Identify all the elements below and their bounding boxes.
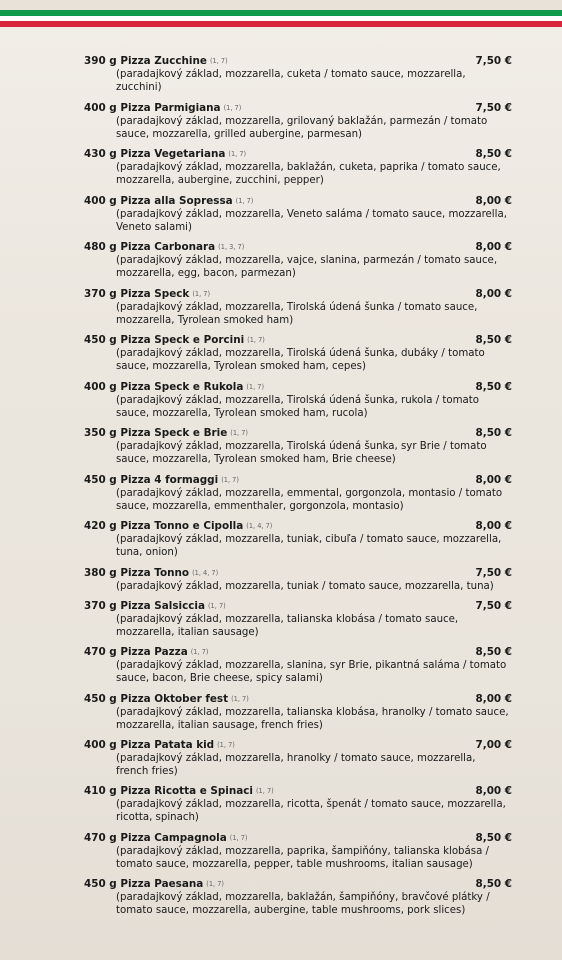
item-price: 7,50 € xyxy=(475,600,512,612)
item-name: Pizza Speck e Porcini xyxy=(120,334,245,346)
menu-item-header xyxy=(84,101,512,115)
description-line: sauce, bacon, Brie cheese, spicy salami) xyxy=(116,673,323,685)
item-allergens: (1, 7) xyxy=(223,104,242,112)
description-line: sauce, mozzarella, emmenthaler, gorgonzola, montasio) xyxy=(116,501,404,513)
description-line: tuna, onion) xyxy=(116,547,178,559)
menu-item xyxy=(84,101,512,141)
menu-item xyxy=(84,287,512,327)
item-allergens: (1, 7) xyxy=(207,602,226,610)
item-description xyxy=(116,533,512,559)
item-weight: 390 g xyxy=(84,55,117,67)
item-description xyxy=(116,891,512,917)
description-line: (paradajkový základ, mozzarella, paprika, šampiňóny, talianska klobása / xyxy=(116,846,489,857)
item-allergens: (1, 7) xyxy=(246,383,265,391)
description-line: tomato sauce, mozzarella, pepper, table mushrooms, italian sausage) xyxy=(116,859,473,871)
description-line: (paradajkový základ, mozzarella, hranolky / tomato sauce, mozzarella, xyxy=(116,753,476,764)
item-description xyxy=(116,752,512,778)
item-allergens: (1, 7) xyxy=(209,57,228,65)
item-price: 8,50 € xyxy=(475,646,512,658)
description-line: mozzarella, italian sausage, french fries) xyxy=(116,720,323,732)
menu-item-header xyxy=(84,147,512,161)
item-name: Pizza Zucchine xyxy=(120,55,207,67)
item-name: Pizza Tonno xyxy=(120,567,190,579)
item-price: 8,50 € xyxy=(475,334,512,346)
item-price: 8,50 € xyxy=(475,381,512,393)
description-line: (paradajkový základ, mozzarella, emmental, gorgonzola, montasio / tomato xyxy=(116,488,503,499)
item-weight: 450 g xyxy=(84,474,117,486)
item-name: Pizza Carbonara xyxy=(120,241,216,253)
item-name: Pizza Salsiccia xyxy=(120,600,205,612)
item-allergens: (1, 7) xyxy=(229,834,248,842)
item-weight: 350 g xyxy=(84,427,117,439)
item-price: 8,50 € xyxy=(475,832,512,844)
menu-item-header xyxy=(84,473,512,487)
item-weight: 470 g xyxy=(84,646,117,658)
description-line: (paradajkový základ, mozzarella, Tirolská údená šunka, rukola / tomato xyxy=(116,395,480,406)
item-weight: 400 g xyxy=(84,195,117,207)
item-description xyxy=(116,161,512,187)
description-line: (paradajkový základ, mozzarella, tuniak / tomato sauce, mozzarella, tuna) xyxy=(116,581,494,592)
description-line: (paradajkový základ, mozzarella, baklažán, cuketa, paprika / tomato sauce, xyxy=(116,162,501,173)
item-weight: 370 g xyxy=(84,600,117,612)
item-description xyxy=(116,254,512,280)
item-weight: 400 g xyxy=(84,739,117,751)
item-allergens: (1, 7) xyxy=(235,197,254,205)
item-weight: 420 g xyxy=(84,520,117,532)
item-name: Pizza Speck e Rukola xyxy=(120,381,244,393)
item-description xyxy=(116,394,512,420)
item-name: Pizza 4 formaggi xyxy=(120,474,219,486)
item-name: Pizza Paesana xyxy=(120,878,204,890)
item-weight: 470 g xyxy=(84,832,117,844)
item-weight: 370 g xyxy=(84,288,117,300)
item-allergens: (1, 7) xyxy=(221,476,239,484)
item-weight: 400 g xyxy=(84,102,117,114)
item-description xyxy=(116,68,512,94)
item-name: Pizza Oktober fest xyxy=(120,693,229,705)
item-name: Pizza Pazza xyxy=(120,646,188,658)
menu-item-header xyxy=(84,54,512,68)
description-line: tomato sauce, mozzarella, aubergine, table mushrooms, pork slices) xyxy=(116,905,466,917)
item-allergens: (1, 7) xyxy=(206,880,225,888)
menu-item-header xyxy=(84,426,512,440)
description-line: french fries) xyxy=(116,766,178,778)
menu-item-header xyxy=(84,831,512,845)
item-name: Pizza Patata kid xyxy=(120,739,215,751)
description-line: zucchini) xyxy=(116,82,162,94)
item-name: Pizza Ricotta e Spinaci xyxy=(120,785,253,797)
description-line: (paradajkový základ, mozzarella, grilovaný baklažán, parmezán / tomato xyxy=(116,116,488,127)
item-description xyxy=(116,487,512,513)
item-description xyxy=(116,798,512,824)
menu-item xyxy=(84,426,512,466)
menu-item xyxy=(84,240,512,280)
menu-item-header xyxy=(84,287,512,301)
item-description xyxy=(116,580,512,593)
description-line: (paradajkový základ, mozzarella, talianska klobása, hranolky / tomato sauce, xyxy=(116,707,509,718)
menu-item-header xyxy=(84,566,512,580)
description-line: (paradajkový základ, mozzarella, cuketa / tomato sauce, mozzarella, xyxy=(116,69,466,80)
item-allergens: (1, 7) xyxy=(228,150,247,158)
menu-item-header xyxy=(84,738,512,752)
item-price: 7,50 € xyxy=(475,102,512,114)
item-weight: 450 g xyxy=(84,334,117,346)
menu-item xyxy=(84,194,512,234)
menu-item-header xyxy=(84,333,512,347)
menu-item-header xyxy=(84,599,512,613)
menu-item-header xyxy=(84,645,512,659)
menu-item-header xyxy=(84,692,512,706)
menu-item xyxy=(84,473,512,513)
item-price: 8,00 € xyxy=(475,474,512,486)
item-price: 8,50 € xyxy=(475,148,512,160)
item-allergens: (1, 7) xyxy=(230,429,248,437)
menu-item xyxy=(84,692,512,732)
item-price: 8,00 € xyxy=(475,693,512,705)
item-description xyxy=(116,845,512,871)
menu-item-header xyxy=(84,240,512,254)
menu-item xyxy=(84,519,512,559)
item-allergens: (1, 4, 7) xyxy=(246,522,273,530)
menu-item xyxy=(84,380,512,420)
item-description xyxy=(116,347,512,373)
item-name: Pizza Campagnola xyxy=(120,832,227,844)
description-line: sauce, mozzarella, Tyrolean smoked ham, Brie cheese) xyxy=(116,454,396,466)
item-price: 8,00 € xyxy=(475,288,512,300)
item-description xyxy=(116,440,512,466)
item-price: 8,50 € xyxy=(475,878,512,890)
description-line: sauce, mozzarella, Tyrolean smoked ham, rucola) xyxy=(116,408,368,420)
description-line: mozzarella, aubergine, zucchini, pepper) xyxy=(116,175,324,187)
description-line: (paradajkový základ, mozzarella, Tirolská údená šunka, syr Brie / tomato xyxy=(116,441,487,452)
menu-item xyxy=(84,877,512,917)
item-name: Pizza Speck xyxy=(120,288,190,300)
menu-item xyxy=(84,831,512,871)
item-allergens: (1, 7) xyxy=(255,787,274,795)
description-line: (paradajkový základ, mozzarella, talianska klobása / tomato sauce, xyxy=(116,614,459,625)
item-price: 7,00 € xyxy=(475,739,512,751)
item-allergens: (1, 7) xyxy=(192,290,211,298)
menu-item xyxy=(84,599,512,639)
item-name: Pizza Speck e Brie xyxy=(120,427,228,439)
item-allergens: (1, 7) xyxy=(190,648,209,656)
item-description xyxy=(116,706,512,732)
item-description xyxy=(116,208,512,234)
item-weight: 430 g xyxy=(84,148,117,160)
item-weight: 380 g xyxy=(84,567,117,579)
item-name: Pizza Parmigiana xyxy=(120,102,221,114)
item-weight: 450 g xyxy=(84,693,117,705)
menu-item xyxy=(84,645,512,685)
item-name: Pizza alla Sopressa xyxy=(120,195,233,207)
menu-item-header xyxy=(84,519,512,533)
description-line: mozzarella, italian sausage) xyxy=(116,627,259,639)
item-price: 8,00 € xyxy=(475,195,512,207)
item-allergens: (1, 7) xyxy=(217,741,235,749)
description-line: Veneto salami) xyxy=(116,222,192,234)
description-line: sauce, mozzarella, Tyrolean smoked ham, cepes) xyxy=(116,361,366,373)
description-line: mozzarella, Tyrolean smoked ham) xyxy=(116,315,294,327)
item-weight: 480 g xyxy=(84,241,117,253)
item-price: 7,50 € xyxy=(475,567,512,579)
item-weight: 450 g xyxy=(84,878,117,890)
item-description xyxy=(116,115,512,141)
item-weight: 410 g xyxy=(84,785,117,797)
description-line: (paradajkový základ, mozzarella, Tirolská údená šunka, dubáky / tomato xyxy=(116,348,485,359)
item-description xyxy=(116,301,512,327)
description-line: ricotta, spinach) xyxy=(116,812,199,824)
menu-item xyxy=(84,738,512,778)
item-allergens: (1, 4, 7) xyxy=(192,569,219,577)
item-price: 7,50 € xyxy=(475,55,512,67)
item-price: 8,00 € xyxy=(475,520,512,532)
description-line: (paradajkový základ, mozzarella, Veneto saláma / tomato sauce, mozzarella, xyxy=(116,209,507,220)
item-allergens: (1, 7) xyxy=(247,336,265,344)
description-line: (paradajkový základ, mozzarella, vajce, slanina, parmezán / tomato sauce, xyxy=(116,255,498,266)
item-allergens: (1, 7) xyxy=(231,695,249,703)
menu-item-header xyxy=(84,784,512,798)
description-line: (paradajkový základ, mozzarella, Tirolská údená šunka / tomato sauce, xyxy=(116,302,478,313)
description-line: (paradajkový základ, mozzarella, slanina, syr Brie, pikantná saláma / tomato xyxy=(116,660,507,671)
menu-item-header xyxy=(84,380,512,394)
description-line: (paradajkový základ, mozzarella, baklažán, šampiňóny, bravčové plátky / xyxy=(116,892,490,903)
item-allergens: (1, 3, 7) xyxy=(218,243,245,251)
description-line: mozzarella, egg, bacon, parmezan) xyxy=(116,268,296,280)
item-description xyxy=(116,659,512,685)
description-line: (paradajkový základ, mozzarella, ricotta, špenát / tomato sauce, mozzarella, xyxy=(116,799,506,810)
item-weight: 400 g xyxy=(84,381,117,393)
item-name: Pizza Tonno e Cipolla xyxy=(120,520,244,532)
description-line: sauce, mozzarella, grilled aubergine, parmesan) xyxy=(116,129,363,141)
menu-item-header xyxy=(84,194,512,208)
menu-item-header xyxy=(84,877,512,891)
menu-item xyxy=(84,784,512,824)
item-price: 8,50 € xyxy=(475,427,512,439)
menu-item xyxy=(84,54,512,94)
item-price: 8,00 € xyxy=(475,241,512,253)
menu-item xyxy=(84,333,512,373)
item-description xyxy=(116,613,512,639)
menu-item xyxy=(84,566,512,593)
description-line: (paradajkový základ, mozzarella, tuniak, cibuľa / tomato sauce, mozzarella, xyxy=(116,534,502,545)
menu-item xyxy=(84,147,512,187)
item-price: 8,00 € xyxy=(475,785,512,797)
item-name: Pizza Vegetariana xyxy=(120,148,226,160)
